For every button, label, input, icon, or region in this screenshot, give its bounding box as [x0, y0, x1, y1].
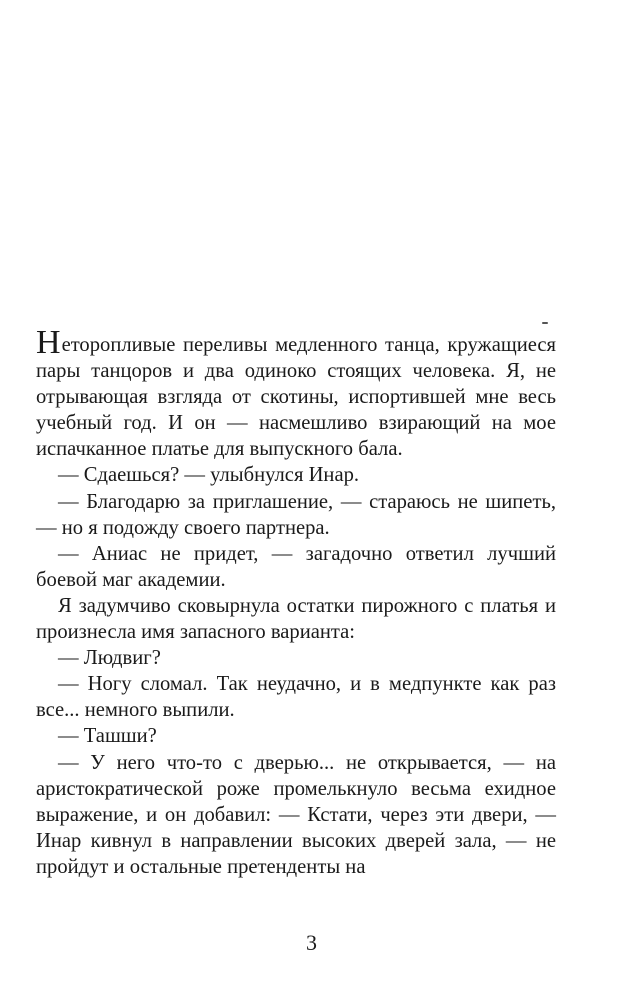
paragraph: — Ногу сломал. Так неудачно, и в медпункте как раз все... немного выпили.: [36, 673, 556, 722]
paragraph-opening: [36, 324, 556, 462]
drop-cap: Н: [36, 324, 61, 361]
chapter-text: [36, 324, 556, 880]
paragraph: — Сдаешься? — улыбнулся Инар.: [58, 464, 360, 487]
paragraph: — Аниас не придет, — загадочно ответил лучший боевой маг академии.: [36, 542, 556, 591]
paragraph: — Людвиг?: [58, 647, 161, 670]
paragraph: — Ташши?: [58, 725, 157, 748]
print-speck: [542, 322, 548, 324]
paragraph: Я задумчиво сковырнула остатки пирожного с платья и произнесла имя запасного варианта:: [36, 594, 556, 644]
paragraph: — У него что-то с дверью... не открывается, — на аристократической роже промелькнуло весьма ехидное выражение, и он добавил: — Кстати, через эти двери, — Инар кивнул в направлении высоких дверей зала, — не пройдут и остальные претенденты на: [36, 751, 556, 878]
paragraph: — Благодарю за приглашение, — стараюсь не шипеть, — но я подожду своего партнера.: [36, 490, 556, 539]
page-number: 3: [306, 930, 317, 955]
opening-text: еторопливые переливы медленного танца, кружащиеся пары танцоров и два одиноко стоящих человека. Я, не отрывающая взгляда от скотины, испортившей мне весь учебный год. И он — насмешливо взирающий на мое испачканное платье для выпускного бала.: [36, 334, 556, 461]
